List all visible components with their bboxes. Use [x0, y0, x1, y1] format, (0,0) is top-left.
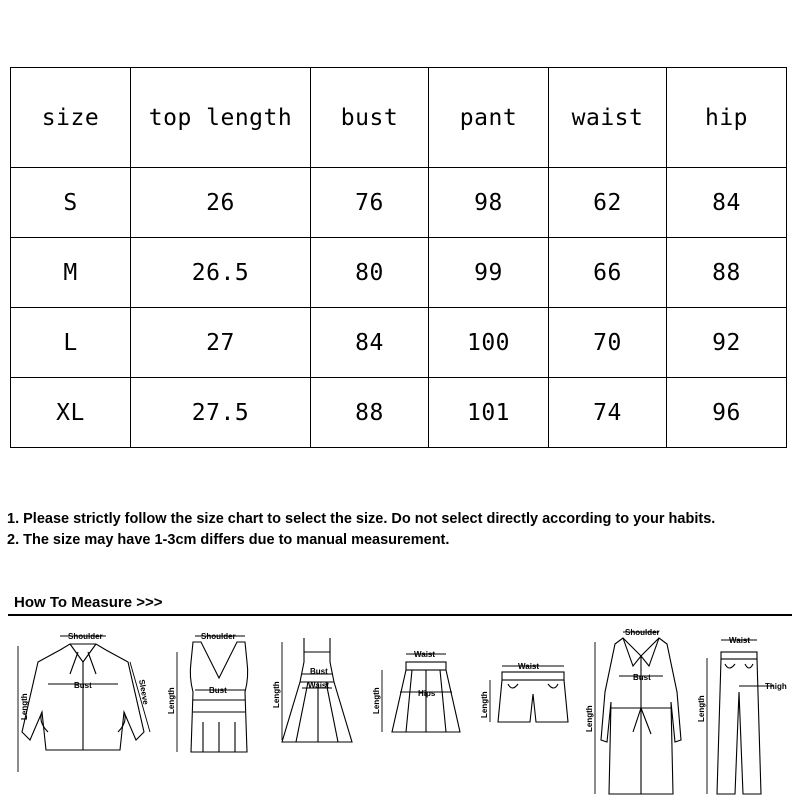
- tank-top-icon: [163, 622, 258, 800]
- waist-label: Waist: [729, 636, 751, 645]
- dress-figure: [268, 622, 358, 800]
- header-waist: waist: [549, 68, 667, 168]
- table-cell: 74: [549, 378, 667, 448]
- table-header-row: [11, 68, 787, 168]
- trousers-icon: [695, 622, 795, 800]
- table-row: [11, 238, 787, 308]
- table-cell: 88: [667, 238, 787, 308]
- trousers-figure: [695, 622, 795, 800]
- table-cell: 76: [311, 168, 429, 238]
- length-label: Length: [272, 681, 281, 708]
- header-bust: bust: [311, 68, 429, 168]
- dress-icon: [268, 622, 358, 800]
- measurement-figures: [0, 622, 800, 800]
- bust-label: Bust: [633, 673, 651, 682]
- table-row: [11, 308, 787, 378]
- bust-label: Bust: [209, 686, 227, 695]
- shorts-icon: [478, 622, 578, 800]
- table-cell: 62: [549, 168, 667, 238]
- bust-label: Bust: [74, 681, 92, 690]
- length-label: Length: [20, 693, 29, 720]
- note-2: 2. The size may have 1-3cm differs due to manual measurement.: [7, 532, 450, 548]
- length-label: Length: [697, 695, 706, 722]
- table-cell: 66: [549, 238, 667, 308]
- blouse-icon: [8, 622, 158, 800]
- table-row: [11, 168, 787, 238]
- header-top-length: top length: [131, 68, 311, 168]
- waist-label: Waist: [414, 650, 436, 659]
- bust-label: Bust: [310, 667, 328, 676]
- trench-coat-icon: [585, 622, 695, 800]
- how-to-measure-title: How To Measure >>>: [14, 594, 163, 611]
- table-cell: S: [11, 168, 131, 238]
- thigh-label: Thigh: [765, 682, 787, 691]
- shorts-figure: [478, 622, 578, 800]
- size-notes: [7, 509, 797, 551]
- table-cell: 26.5: [131, 238, 311, 308]
- table-cell: 96: [667, 378, 787, 448]
- size-chart-table: [10, 67, 787, 448]
- table-cell: 99: [429, 238, 549, 308]
- table-cell: 27.5: [131, 378, 311, 448]
- divider: [8, 614, 792, 616]
- table-cell: 101: [429, 378, 549, 448]
- table-cell: XL: [11, 378, 131, 448]
- waist-label: Waist: [308, 681, 330, 690]
- header-size: size: [11, 68, 131, 168]
- table-cell: L: [11, 308, 131, 378]
- table-cell: 26: [131, 168, 311, 238]
- table-cell: 80: [311, 238, 429, 308]
- table-cell: 70: [549, 308, 667, 378]
- trench-coat-figure: [585, 622, 695, 800]
- shoulder-label: Shoulder: [201, 632, 236, 641]
- table-row: [11, 378, 787, 448]
- table-cell: 92: [667, 308, 787, 378]
- header-pant: pant: [429, 68, 549, 168]
- skirt-icon: [370, 622, 465, 800]
- blouse-figure: [8, 622, 158, 800]
- table-cell: 88: [311, 378, 429, 448]
- table-cell: 84: [667, 168, 787, 238]
- note-1: 1. Please strictly follow the size chart to select the size. Do not select directly according to your habits.: [7, 511, 716, 527]
- header-hip: hip: [667, 68, 787, 168]
- table-cell: M: [11, 238, 131, 308]
- table-cell: 100: [429, 308, 549, 378]
- sleeve-label: Sleeve: [137, 678, 151, 706]
- shoulder-label: Shoulder: [625, 628, 660, 637]
- shoulder-label: Shoulder: [68, 632, 103, 641]
- table-cell: 84: [311, 308, 429, 378]
- table-cell: 98: [429, 168, 549, 238]
- length-label: Length: [372, 687, 381, 714]
- waist-label: Waist: [518, 662, 540, 671]
- length-label: Length: [585, 705, 594, 732]
- skirt-figure: [370, 622, 465, 800]
- length-label: Length: [167, 687, 176, 714]
- table-cell: 27: [131, 308, 311, 378]
- how-to-measure-header: [8, 590, 792, 616]
- length-label: Length: [480, 691, 489, 718]
- hips-label: Hips: [418, 689, 436, 698]
- tank-top-figure: [163, 622, 258, 800]
